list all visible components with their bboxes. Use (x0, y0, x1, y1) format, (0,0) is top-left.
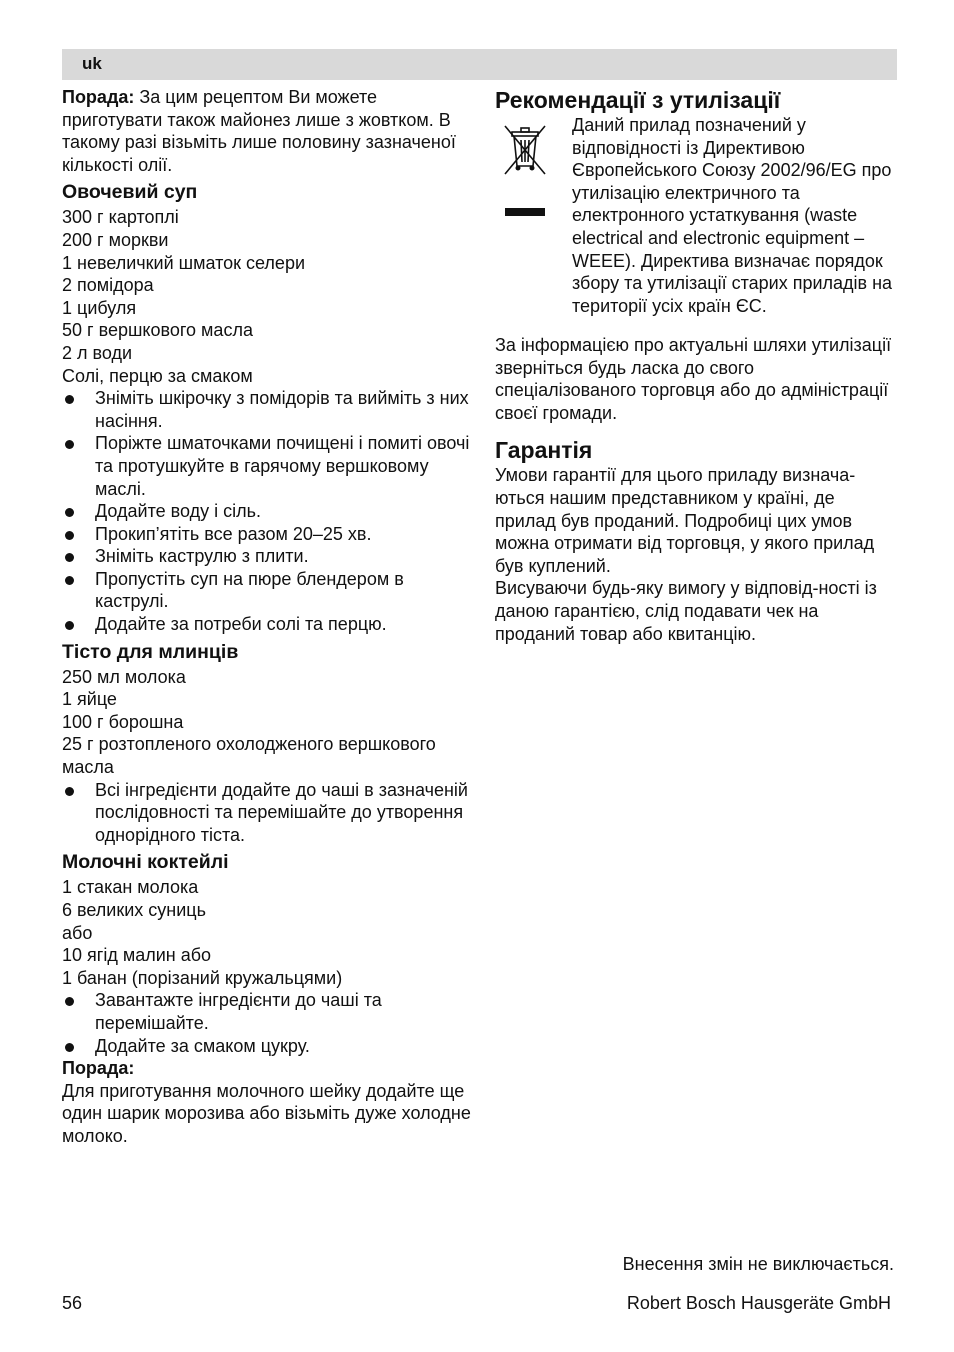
bullet-icon (65, 531, 74, 540)
step-item (62, 568, 472, 613)
step-text: Прокип’ятіть все разом 20–25 хв. (95, 523, 372, 544)
company-name: Robert Bosch Hausgeräte GmbH (626, 1293, 891, 1313)
disposal-text: Даний прилад позначений у відповідності із Директивою Європейського Союзу 2002/96/EG про утилізацію електричного та електронного устаткування (waste electrical and electronic equipment – WEEE). Директива визначає порядок збору та утилізації старих приладів на території усіх країн ЄС. (572, 115, 893, 316)
warranty-text-2: Висуваючи будь-яку вимогу у відповід-ності із даною гарантією, слід подавати чек на проданий товар або квитанцію. (495, 578, 877, 644)
ingredient-line: 50 г вершкового масла (62, 320, 253, 341)
step-item (62, 432, 472, 500)
ingredient-line: 6 великих суниць (62, 900, 206, 920)
step-text: Зніміть шкірочку з помідорів та вийміть з них насіння. (95, 388, 469, 431)
ingredient-line: 10 ягід малин або (62, 945, 212, 966)
right-column (495, 86, 900, 645)
changes-note: Внесення змін не виключається. (622, 1254, 894, 1274)
step-text: Всі інгредієнти додайте до чаші в зазначеній послідовності та перемішайте до утворення однорідного тіста. (95, 779, 468, 845)
crossed-bin-icon (495, 118, 555, 216)
step-text: Поріжте шматочками почищені і помиті овочі та протушкуйте в гарячому вершковому маслі. (95, 433, 470, 499)
bullet-icon (65, 440, 74, 449)
step-text: Додайте за смаком цукру. (95, 1035, 310, 1056)
language-bar (62, 49, 897, 80)
weee-block (495, 114, 900, 334)
step-text: Пропустіть суп на пюре блендером в каструлі. (95, 568, 404, 612)
disposal-title: Рекомендації з утилізації (495, 87, 781, 113)
tip-paragraph (62, 86, 472, 176)
ingredient-line: 1 яйце (62, 689, 117, 710)
soup-ingredients (62, 206, 472, 387)
shake-title: Молочні коктейлі (62, 851, 229, 874)
step-item (62, 545, 472, 568)
language-code: uk (82, 54, 102, 73)
bullet-icon (65, 621, 74, 630)
ingredient-line: Солі, перцю за смаком (62, 365, 253, 386)
step-item (62, 613, 472, 636)
ingredient-line: 1 цибуля (62, 297, 137, 318)
warranty-title: Гарантія (495, 437, 593, 464)
warranty-text: Умови гарантії для цього приладу визнача-ються нашим представником у країні, де прилад був проданий. Подробиці цих умов можна отримати від торговця, у якого прилад був куплений. (495, 465, 875, 576)
step-item (62, 1035, 472, 1058)
bullet-icon (65, 997, 74, 1006)
step-item (62, 500, 472, 523)
ingredient-line: або (62, 922, 93, 943)
ingredient-line: 250 мл молока (62, 666, 186, 687)
ingredient-line: 25 г розтопленого охолодженого вершкового масла (62, 734, 436, 778)
tip2-text: Для приготування молочного шейку додайте ще один шарик морозива або візьміть дуже холодне молоко. (62, 1080, 471, 1146)
pancake-title: Тісто для млинців (62, 640, 239, 663)
ingredient-line: 2 помідора (62, 275, 154, 296)
step-text: Додайте воду і сіль. (95, 501, 261, 522)
ingredient-line: 1 банан (порізаний кружальцями) (62, 967, 343, 988)
bullet-icon (65, 508, 74, 517)
disposal-text-2: За інформацією про актуальні шляхи утилізації зверніться будь ласка до свого спеціалізованого торговця або до адміністрації своєї громади. (495, 335, 892, 423)
bullet-icon (65, 395, 74, 404)
bullet-icon (65, 553, 74, 562)
step-text: Зніміть каструлю з плити. (95, 546, 309, 567)
step-item (62, 779, 472, 847)
bullet-icon (65, 1043, 74, 1052)
tip2-label: Порада: (62, 1058, 135, 1079)
ingredient-line: 1 невеличкий шматок селери (62, 252, 306, 273)
pancake-ingredients (62, 666, 472, 779)
ingredient-line: 300 г картоплі (62, 207, 179, 228)
ingredient-line: 1 стакан молока (62, 877, 199, 898)
soup-title: Овочевий суп (62, 181, 198, 204)
page-number: 56 (62, 1293, 83, 1313)
step-text: Додайте за потреби солі та перцю. (95, 614, 387, 635)
shake-steps (62, 989, 472, 1057)
ingredient-line: 100 г борошна (62, 711, 184, 732)
tip-text: За цим рецептом Ви можете приготувати також майонез лише з жовтком. В такому разі візьміть лише половину зазначеної кількості олії. (62, 87, 456, 175)
shake-ingredients (62, 876, 472, 989)
step-item (62, 523, 472, 546)
step-item (62, 387, 472, 432)
pancake-steps (62, 779, 472, 847)
left-column (62, 86, 472, 1148)
bullet-icon (65, 576, 74, 585)
ingredient-line: 200 г моркви (62, 229, 169, 250)
soup-steps (62, 387, 472, 636)
step-item (62, 989, 472, 1034)
ingredient-line: 2 л води (62, 342, 133, 363)
bullet-icon (65, 787, 74, 796)
tip-label: Порада: (62, 87, 135, 107)
step-text: Завантажте інгредієнти до чаші та перемішайте. (95, 990, 382, 1033)
